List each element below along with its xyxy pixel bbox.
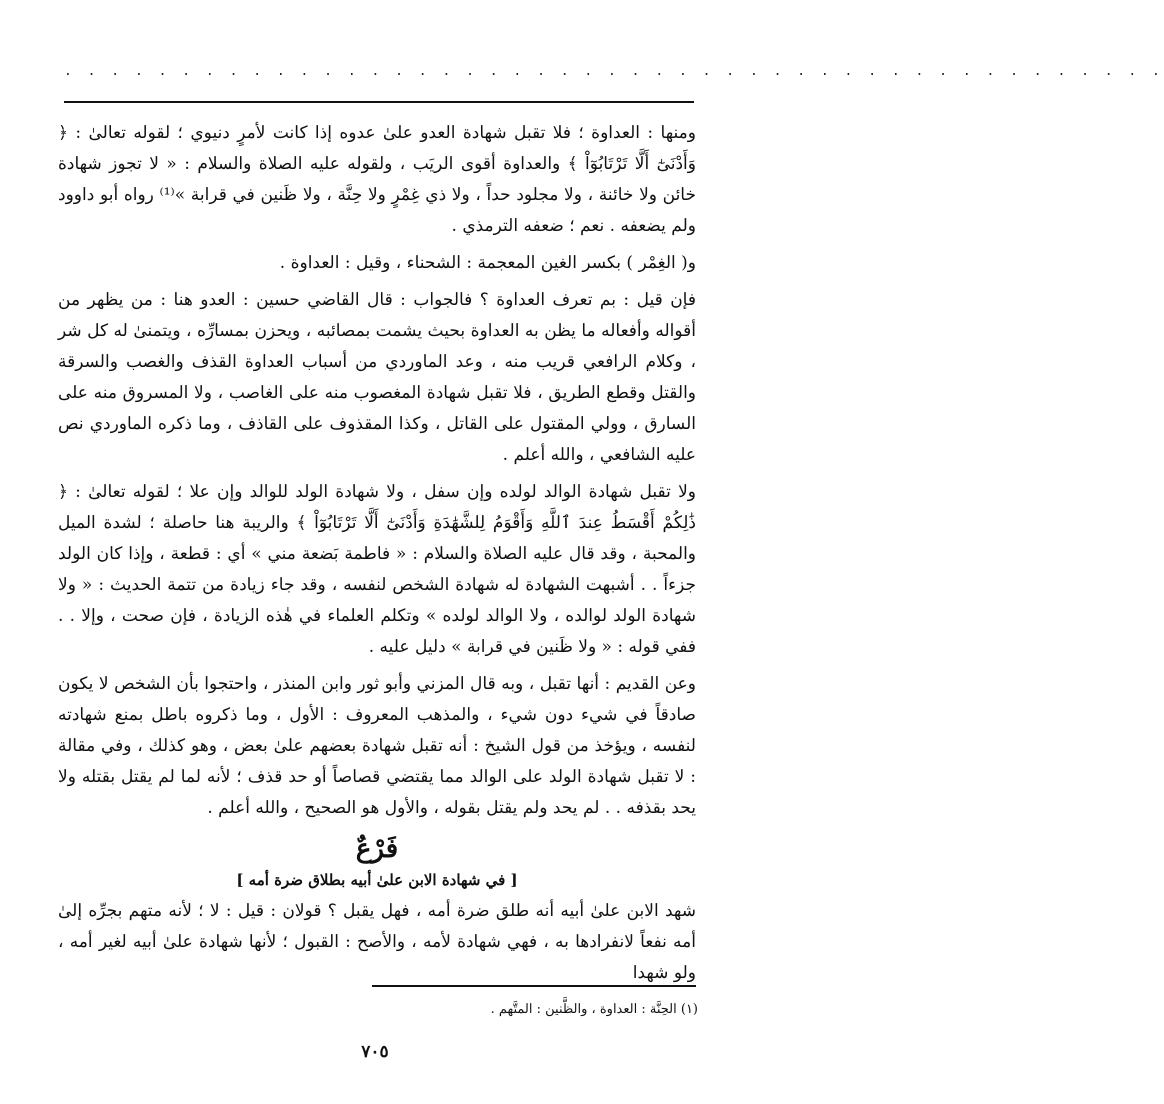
main-text <box>58 118 696 995</box>
header-dotted-line: . . . . . . . . . . . . . . . . . . . . . . . . . . . . . . . . . . . . . . . . . . . . . . . <box>64 64 1164 79</box>
paragraph-old-opinion: وعن القديم : أنها تقبل ، وبه قال المزني وأبو ثور وابن المنذر ، واحتجوا بأن الشخص لا يكون صادقاً في شيء دون شيء ، والمذهب المعروف : الأول ، وما ذكروه باطل بمنع شهادته لنفسه ، ويؤخذ من قول الشيخ : أنه تقبل شهادة بعضهم علىٰ بعض ، وهو كذلك ، وفي مقالة : لا تقبل شهادة الولد على الوالد مما يقتضي قصاصاً أو حد قذف ؛ لأنه لما لم يقتل بقتله ولا يحد بقذفه . . لم يحد ولم يقتل بقوله ، والأول هو الصحيح ، والله أعلم . <box>58 674 696 818</box>
paragraph-how-enmity-known: فإن قيل : بم تعرف العداوة ؟ فالجواب : قال القاضي حسين : العدو هنا : من يظهر من أقواله وأفعاله ما يظن به العداوة بحيث يشمت بمصائبه ، ويحزن بمسارِّه ، ويتمنىٰ له كل شر ، وكلام الرافعي قريب منه ، وعد الماوردي من أسباب العداوة القذف والغصب والسرقة والقتل وقطع الطريق ، فلا تقبل شهادة المغصوب منه على الغاصب ، ولا المسروق منه على السارق ، وولي المقتول على القاتل ، وكذا المقذوف على القاذف ، وما ذكره الماوردي نص عليه الشافعي ، والله أعلم . <box>58 290 696 465</box>
paragraph-ghimr-definition: و( الغِمْر ) بكسر الغين المعجمة : الشحناء ، وقيل : العداوة . <box>279 253 696 273</box>
paragraph-father-son: ولا تقبل شهادة الوالد لولده وإن سفل ، ولا شهادة الولد للوالد وإن علا ؛ لقوله تعالىٰ : ﴿ ذَٰلِكُمْ أَقْسَطُ عِندَ ٱللَّهِ وَأَقْوَمُ لِلشَّهَٰدَةِ وَأَدْنَىٰٓ أَلَّا تَرْتَابُوٓاْ ﴾ والريبة هنا حاصلة ؛ لشدة الميل والمحبة ، وقد قال عليه الصلاة والسلام : « فاطمة بَضعة مني » أي : قطعة ، وإذا كان الولد جزءاً . . أشبهت الشهادة له شهادة الشخص لنفسه ، وقد جاء زيادة من تتمة الحديث : « ولا شهادة الولد لوالده ، ولا الوالد لولده » وتكلم العلماء في هٰذه الزيادة ، فإن صحت ، وإلا . . ففي قوله : « ولا ظَنين في قرابة » دليل عليه . <box>58 482 697 657</box>
header-rule <box>64 101 694 103</box>
section-subtitle: [ في شهادة الابن علىٰ أبيه بطلاق ضرة أمه ] <box>236 871 518 889</box>
paragraph-son-testimony: شهد الابن علىٰ أبيه أنه طلق ضرة أمه ، فهل يقبل ؟ قولان : قيل : لا ؛ لأنه متهم بجرِّه إلىٰ أمه نفعاً لانفرادها به ، فهي شهادة لأمه ، والأصح : القبول ؛ لأنها شهادة علىٰ أبيه لغير أمه ، ولو شهدا <box>58 901 696 983</box>
footnote: (١) الحِنَّة : العداوة ، والظَّنين : المتَّهم . <box>490 1002 698 1017</box>
footnote-rule <box>372 985 696 987</box>
section-title: فَرْعٌ <box>355 834 399 864</box>
page-number: ٧٠٥ <box>361 1042 389 1062</box>
section-heading <box>58 830 696 892</box>
paragraph-enmity: ومنها : العداوة ؛ فلا تقبل شهادة العدو علىٰ عدوه إذا كانت لأمرٍ دنيوي ؛ لقوله تعالىٰ : ﴿ وَأَدْنَىٰٓ أَلَّا تَرْتَابُوٓاْ ﴾ والعداوة أقوى الريَب ، ولقوله عليه الصلاة والسلام : « لا تجوز شهادة خائن ولا خائنة ، ولا مجلود حداً ، ولا ذي غِمْرٍ ولا حِنَّة ، ولا ظَنين في قرابة »⁽¹⁾ رواه أبو داوود ولم يضعفه . نعم ؛ ضعفه الترمذي . <box>58 123 696 236</box>
